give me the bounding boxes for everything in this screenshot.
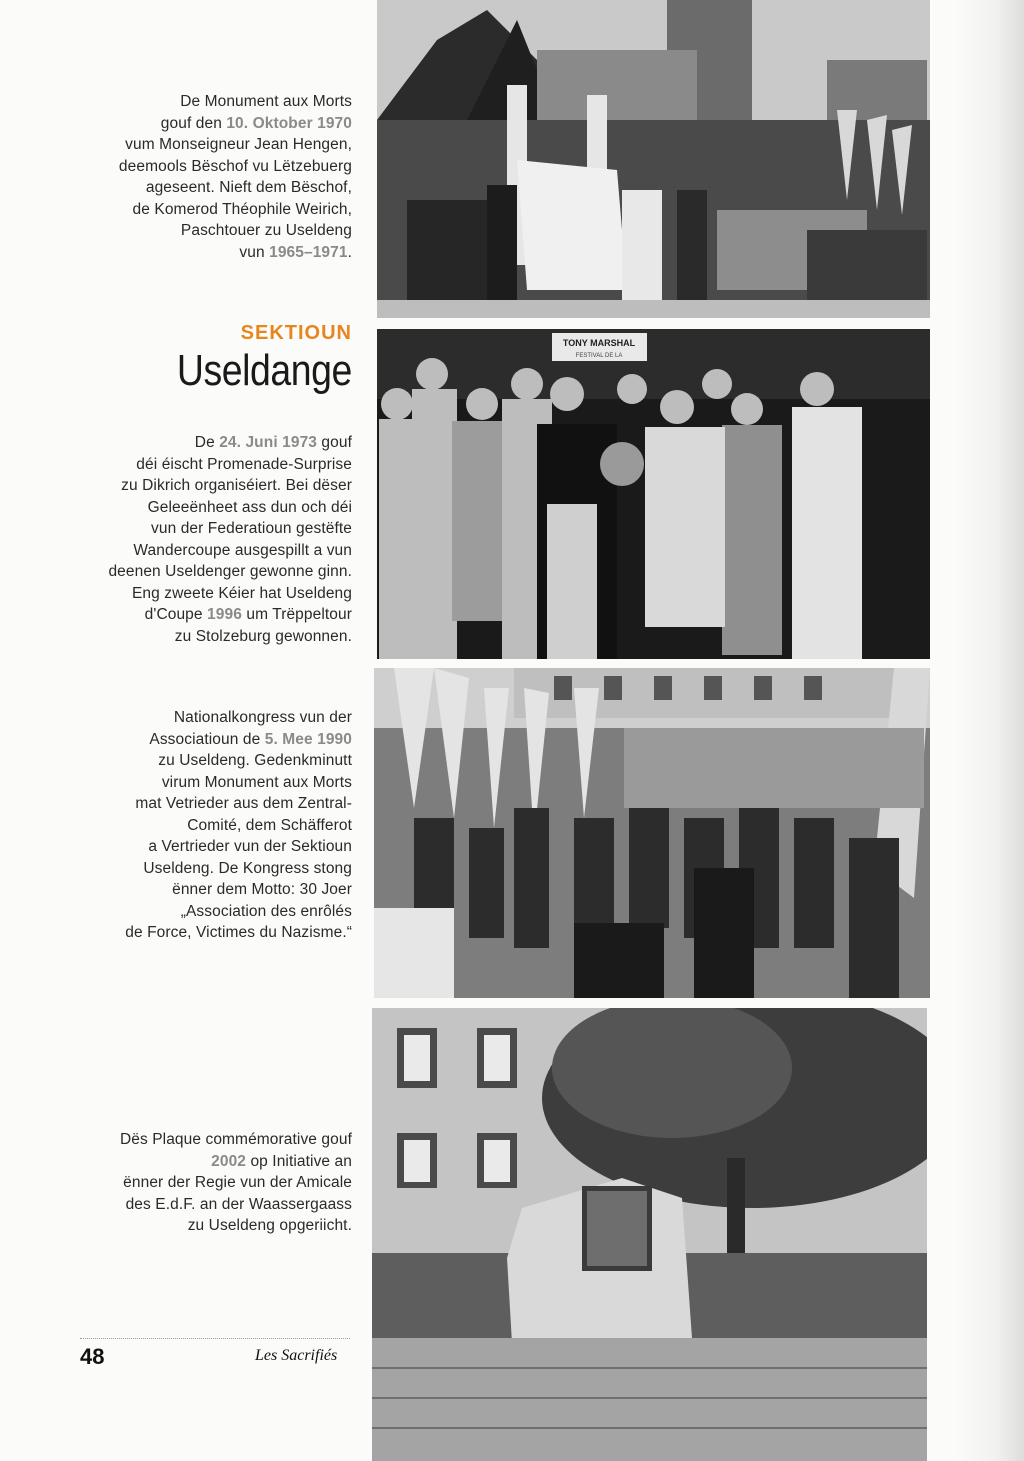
- caption-text: Geleeënheet ass dun och déi: [147, 498, 352, 516]
- caption-line: [125, 836, 352, 858]
- caption-line: [119, 220, 352, 242]
- caption-line: [120, 1215, 352, 1237]
- caption-text: a Vertrieder vun der Sektioun: [148, 838, 352, 855]
- page-number: 48: [80, 1344, 105, 1369]
- caption-line: [125, 815, 352, 837]
- publication-name: Les Sacrifiés: [255, 1347, 338, 1364]
- caption-line: [125, 729, 352, 751]
- caption-plaque: [120, 1129, 352, 1237]
- highlight-date: 10. Oktober 1970: [226, 114, 352, 132]
- caption-line: [125, 922, 352, 944]
- kongress-photo-drawing: [374, 668, 930, 998]
- caption-text: ageseent. Nieft dem Bëschof,: [145, 179, 352, 196]
- caption-text: gouf den: [160, 114, 227, 132]
- caption-line: [119, 113, 352, 135]
- caption-text: „Association des enrôlés: [180, 902, 352, 920]
- photo-wandercoupe-group: [377, 329, 930, 659]
- caption-text: zu Useldeng. Gedenkminutt: [158, 752, 352, 769]
- caption-text: Eng zweete Kéier hat Useldeng: [131, 584, 352, 602]
- highlight-date: 1996: [207, 606, 242, 623]
- caption-text: De: [194, 434, 220, 451]
- photo-plaque-commemorative: [372, 1008, 927, 1461]
- caption-text: Paschtouer zu Useldeng: [180, 222, 352, 239]
- caption-line: [108, 497, 352, 519]
- caption-kongress: [125, 707, 352, 944]
- plaque-photo-drawing: [372, 1008, 927, 1461]
- caption-line: [120, 1129, 352, 1151]
- caption-line: [119, 134, 352, 156]
- caption-line: [125, 707, 352, 729]
- caption-text: des E.d.F. an der Waassergaass: [125, 1195, 352, 1213]
- caption-monument: [119, 91, 352, 263]
- caption-line: [108, 626, 352, 648]
- highlight-date: 5. Mee 1990: [264, 730, 352, 748]
- caption-text: deemools Bëschof vu Lëtzebuerg: [118, 157, 352, 175]
- caption-text: .: [347, 243, 352, 261]
- caption-line: [120, 1194, 352, 1216]
- caption-line: [108, 583, 352, 605]
- caption-line: [108, 540, 352, 562]
- caption-line: [119, 242, 352, 264]
- banner-text-1: TONY MARSHAL: [562, 338, 636, 348]
- caption-text: um Trëppeltour: [241, 606, 352, 623]
- page-binding-shadow: [954, 0, 1024, 1461]
- caption-text: de Force, Victimes du Nazisme.“: [125, 924, 352, 941]
- caption-text: Comité, dem Schäfferot: [187, 816, 352, 834]
- caption-text: deenen Useldenger gewonne ginn.: [108, 563, 352, 580]
- caption-text: déi éischt Promenade-Surprise: [136, 455, 352, 473]
- caption-line: [108, 604, 352, 626]
- caption-text: zu Dikrich organiséiert. Bei dëser: [121, 477, 352, 494]
- highlight-date: 24. Juni 1973: [219, 434, 318, 451]
- caption-text: ënner dem Motto: 30 Joer: [172, 881, 352, 898]
- caption-text: zu Stolzeburg gewonnen.: [174, 627, 352, 645]
- caption-line: [119, 199, 352, 221]
- caption-line: [125, 772, 352, 794]
- caption-promenade: [108, 432, 352, 647]
- highlight-date: 2002: [211, 1152, 247, 1170]
- caption-text: vum Monseigneur Jean Hengen,: [125, 136, 352, 153]
- caption-text: virum Monument aux Morts: [161, 773, 352, 791]
- caption-line: [125, 901, 352, 923]
- caption-line: [108, 432, 352, 454]
- caption-line: [108, 518, 352, 540]
- caption-text: mat Vetrieder aus dem Zentral-: [135, 795, 352, 812]
- section-label: SEKTIOUN: [240, 322, 352, 344]
- caption-text: vun: [239, 243, 270, 261]
- caption-line: [119, 156, 352, 178]
- caption-text: Useldeng. De Kongress stong: [143, 859, 352, 877]
- banner-text-2: FESTIVAL DE LA: [575, 353, 623, 359]
- caption-line: [119, 177, 352, 199]
- caption-line: [108, 475, 352, 497]
- photo-nationalkongress: [374, 668, 930, 998]
- caption-text: vun der Federatioun gestëfte: [151, 520, 352, 537]
- wandercoupe-photo-drawing: [377, 329, 930, 659]
- caption-text: gouf: [317, 434, 352, 451]
- highlight-date: 1965–1971: [269, 243, 348, 261]
- caption-text: de Komerod Théophile Weirich,: [132, 200, 352, 218]
- caption-line: [120, 1151, 352, 1173]
- photo-monument-inauguration: [377, 0, 930, 318]
- caption-text: Dës Plaque commémorative gouf: [119, 1131, 352, 1148]
- caption-text: zu Useldeng opgeriicht.: [187, 1217, 352, 1234]
- caption-text: Nationalkongress vun der: [173, 709, 352, 726]
- caption-text: d'Coupe: [144, 606, 208, 623]
- caption-line: [125, 750, 352, 772]
- caption-line: [125, 858, 352, 880]
- caption-text: De Monument aux Morts: [180, 93, 352, 110]
- caption-line: [108, 454, 352, 476]
- monument-photo-drawing: [377, 0, 930, 318]
- caption-text: Associatioun de: [149, 730, 265, 748]
- caption-text: Wandercoupe ausgespillt a vun: [133, 541, 352, 559]
- caption-line: [120, 1172, 352, 1194]
- caption-line: [119, 91, 352, 113]
- footer-divider: [80, 1338, 350, 1339]
- caption-text: op Initiative an: [246, 1152, 352, 1170]
- caption-line: [108, 561, 352, 583]
- caption-text: ënner der Regie vun der Amicale: [123, 1174, 352, 1191]
- section-title: Useldange: [177, 346, 352, 395]
- caption-line: [125, 879, 352, 901]
- caption-line: [125, 793, 352, 815]
